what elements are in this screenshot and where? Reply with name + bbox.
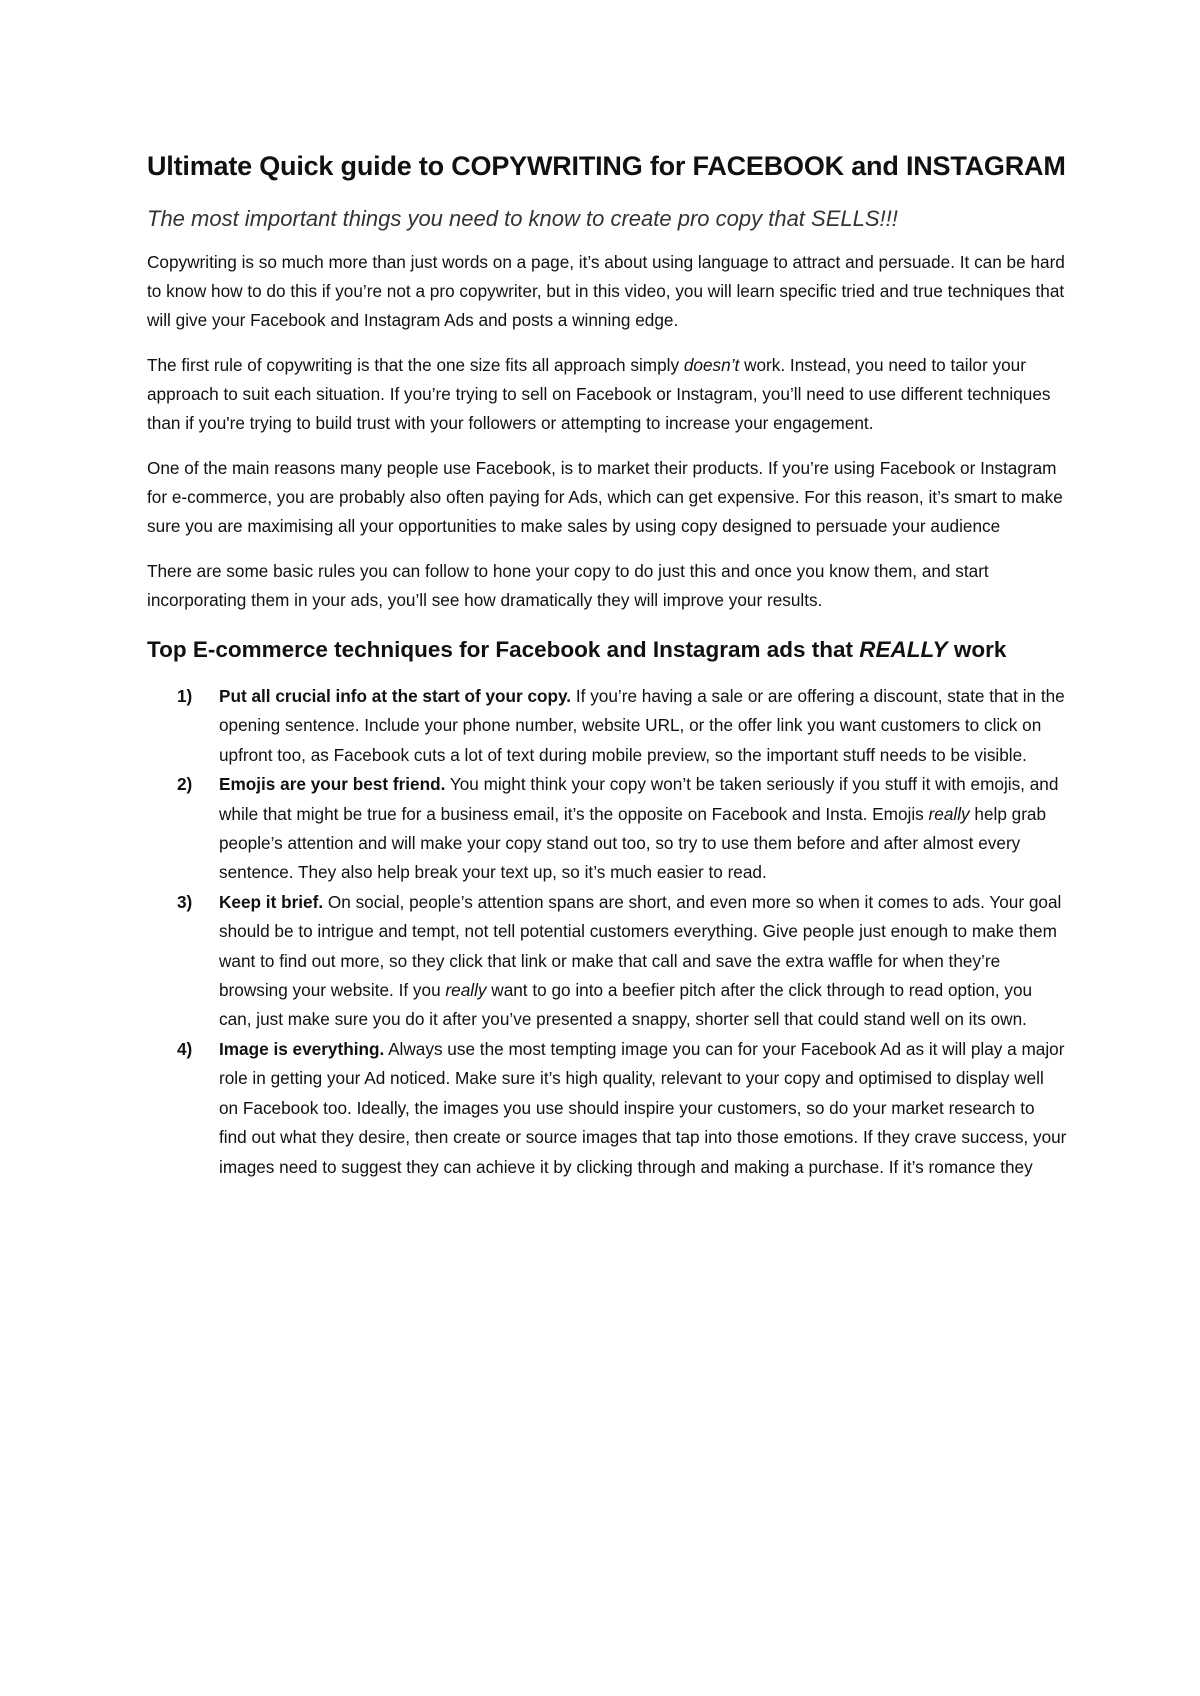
list-item-text-a: You might think your copy won’t be taken seriously if you stuff it with emojis, and while that might be true for a business email, it’s the opposite on Facebook and Insta. Emojis [219, 774, 1059, 824]
document-title: Ultimate Quick guide to COPYWRITING for FACEBOOK and INSTAGRAM [147, 151, 1066, 181]
list-item-text: If you’re having a sale or are offering a discount, state that in the opening sentence. Include your phone number, website URL, or the offer link you want customers to click on upfront too, as Facebook cuts a lot of text during mobile preview, so the important stuff needs to be visible. [219, 686, 1065, 765]
list-item-emphasis: really [928, 803, 970, 824]
list-item-number: 3) [177, 891, 193, 912]
list-item-number: 1) [177, 686, 193, 706]
list-item-lead: Emojis are your best friend. [219, 774, 446, 795]
section-heading-text-b: work [947, 637, 1007, 662]
document-subtitle: The most important things you need to know to create pro copy that SELLS!!! [147, 206, 898, 231]
list-item-text-b: help grab people’s attention and will make your copy stand out too, so try to use them before and after almost every sentence. They also help break your text up, so it’s much easier to read. [219, 803, 1047, 883]
list-item-lead: Put all crucial info at the start of your copy. [219, 686, 572, 706]
list-item-number: 2) [177, 774, 193, 795]
list-item-lead: Image is everything. [219, 1038, 385, 1059]
list-item-lead: Keep it brief. [219, 891, 324, 912]
intro-paragraph-3: One of the main reasons many people use Facebook, is to market their products. If you’re using Facebook or Instagram for e-commerce, you are probably also often paying for Ads, which can get expensive. For this reason, it’s smart to make sure you are maximising all your opportunities to make sales by using copy designed to persuade your audience [147, 458, 1063, 536]
list-item [147, 888, 1067, 1035]
intro-paragraph-4: There are some basic rules you can follow to hone your copy to do just this and once you know them, and start incorporating them in your ads, you’ll see how dramatically they will improve your results. [147, 561, 989, 610]
document-page [147, 146, 1067, 1182]
list-item [147, 682, 1067, 770]
list-item-number: 4) [177, 1038, 193, 1059]
list-item [147, 770, 1067, 888]
intro-paragraph-2 [147, 351, 1067, 438]
section-heading-emphasis: REALLY [859, 637, 948, 662]
intro-paragraph-2-text-b: work. Instead, you need to tailor your approach to suit each situation. If you’re trying to sell on Facebook or Instagram, you’ll need to use different techniques than if you're trying to build trust with your followers or attempting to increase your engagement. [147, 355, 1051, 433]
section-heading-text-a: Top E-commerce techniques for Facebook and Instagram ads that [147, 637, 860, 662]
list-item-emphasis: really [445, 980, 487, 1001]
section-heading [147, 631, 1067, 668]
intro-paragraph-1: Copywriting is so much more than just words on a page, it’s about using language to attract and persuade. It can be hard to know how to do this if you’re not a pro copywriter, but in this video, you will learn specific tried and true techniques that will give your Facebook and Instagram Ads and posts a winning edge. [147, 252, 1065, 330]
tips-list [147, 682, 1067, 1182]
list-item-text-b: want to go into a beefier pitch after the click through to read option, you can, just make sure you do it after you’ve presented a snappy, shorter sell that could stand well on its own. [219, 980, 1033, 1030]
list-item-text-a: On social, people’s attention spans are short, and even more so when it comes to ads. Your goal should be to intrigue and tempt, not tell potential customers everything. Give people just enough to make them want to find out more, so they click that link or make that call and save the extra waffle for when they’re browsing your website. If you [219, 891, 1062, 1001]
intro-paragraph-2-emphasis: doesn’t [683, 355, 740, 375]
intro-paragraph-2-text-a: The first rule of copywriting is that the one size fits all approach simply [147, 355, 684, 375]
list-item [147, 1035, 1067, 1182]
list-item-text: Always use the most tempting image you can for your Facebook Ad as it will play a major role in getting your Ad noticed. Make sure it’s high quality, relevant to your copy and optimised to display well on Facebook too. Ideally, the images you use should inspire your customers, so do your market research to find out what they desire, then create or source images that tap into those emotions. If they crave success, your images need to suggest they can achieve it by clicking through and making a purchase. If it’s romance they [219, 1038, 1067, 1177]
